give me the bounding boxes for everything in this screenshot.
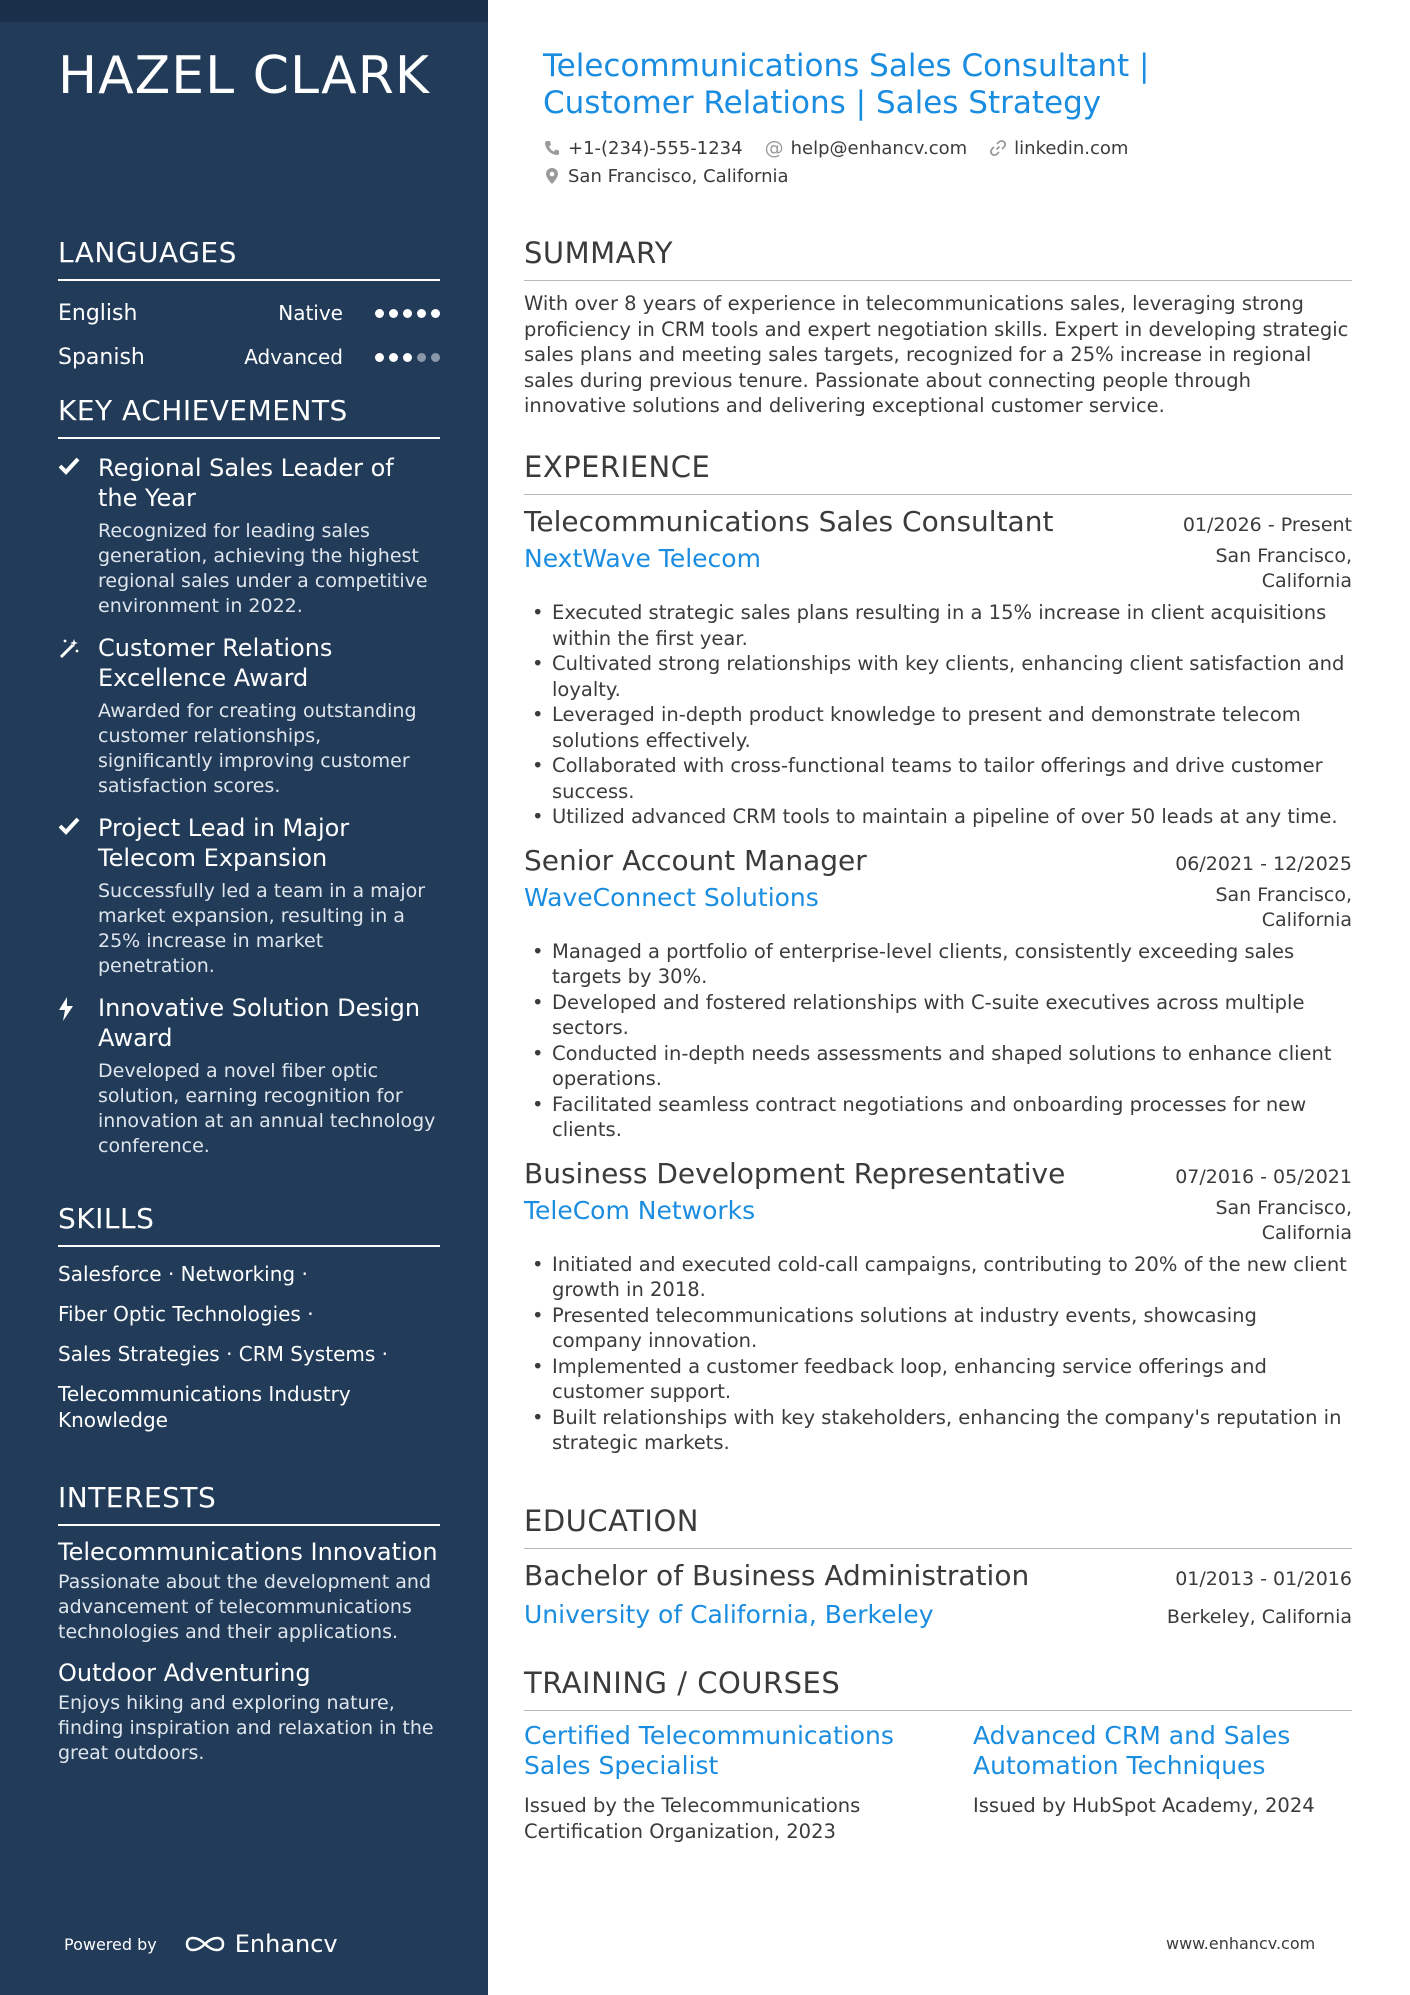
at-icon: @ <box>764 137 784 159</box>
phone-number[interactable]: +1-(234)-555-1234 <box>568 137 743 159</box>
rating-dot <box>403 309 412 318</box>
job-date: 07/2016 - 05/2021 <box>1175 1165 1352 1188</box>
job-bullet: • Utilized advanced CRM tools to maintain a pipeline of over 50 leads at any time. <box>524 804 1352 830</box>
achievement-description: Awarded for creating outstanding customer relationships, significantly improving customer satisfaction scores. <box>98 700 417 797</box>
achievement-description: Successfully led a team in a major market expansion, resulting in a 25% increase in market penetration. <box>98 880 426 977</box>
contact-email <box>765 137 968 159</box>
language-row <box>58 291 440 335</box>
languages-heading: LANGUAGES <box>58 236 440 281</box>
rating-dot <box>417 309 426 318</box>
linkedin-link[interactable]: linkedin.com <box>1014 137 1129 159</box>
education-location: Berkeley, California <box>1166 1606 1352 1628</box>
candidate-name: HAZEL CLARK <box>58 46 430 106</box>
experience-section <box>524 450 1352 1470</box>
magic-wand-icon <box>58 633 98 799</box>
location-text: San Francisco, California <box>568 165 789 187</box>
skills-line: Salesforce · Networking · <box>58 1262 308 1286</box>
lightning-bolt-icon <box>58 993 98 1159</box>
enhancv-logo-icon <box>183 1932 227 1956</box>
job-bullet: • Implemented a customer feedback loop, enhancing service offerings and customer support. <box>524 1354 1352 1405</box>
job-company: TeleCom Networks <box>524 1195 756 1225</box>
education-school: University of California, Berkeley <box>524 1600 934 1629</box>
education-date: 01/2013 - 01/2016 <box>1175 1568 1352 1590</box>
education-degree: Bachelor of Business Administration <box>524 1559 1030 1592</box>
language-name: English <box>58 300 138 326</box>
achievement-description: Recognized for leading sales generation, achieving the highest regional sales under a competitive environment in 2022. <box>98 520 428 617</box>
course-description: Issued by the Telecommunications Certification Organization, 2023 <box>524 1794 861 1843</box>
job-location: San Francisco, California <box>1215 1196 1352 1244</box>
skills-line: Fiber Optic Technologies · <box>58 1302 314 1326</box>
job-bullet: • Collaborated with cross-functional teams to tailor offerings and drive customer success. <box>524 753 1352 804</box>
job-bullet: • Leveraged in-depth product knowledge to present and demonstrate telecom solutions effectively. <box>524 702 1352 753</box>
job-date: 01/2026 - Present <box>1182 514 1352 536</box>
job-company: NextWave Telecom <box>524 544 761 573</box>
rating-dot <box>389 309 398 318</box>
job-bullets <box>524 1252 1352 1456</box>
job-title: Telecommunications Sales Consultant <box>524 505 1054 538</box>
contact-info <box>543 134 1343 190</box>
rating-dot <box>375 309 384 318</box>
job-bullet: • Executed strategic sales plans resulting in a 15% increase in client acquisitions within the first year. <box>524 600 1352 651</box>
education-heading: EDUCATION <box>524 1504 1352 1549</box>
job-bullet: • Managed a portfolio of enterprise-level clients, consistently exceeding sales targets by 30%. <box>524 939 1352 990</box>
job-entry <box>524 505 1352 830</box>
checkmark-icon <box>58 813 98 979</box>
contact-row <box>543 162 1343 190</box>
interests-heading: INTERESTS <box>58 1481 440 1526</box>
sidebar-top-bar <box>0 0 488 22</box>
job-bullet: • Facilitated seamless contract negotiations and onboarding processes for new clients. <box>524 1092 1352 1143</box>
rating-dot <box>375 353 384 362</box>
language-rating <box>375 309 440 318</box>
job-location: San Francisco, California <box>1215 883 1352 931</box>
education-section <box>524 1504 1352 1629</box>
rating-dot <box>417 353 426 362</box>
job-bullet: • Built relationships with key stakeholders, enhancing the company's reputation in strategic markets. <box>524 1405 1352 1456</box>
interest-description: Enjoys hiking and exploring nature, finding inspiration and relaxation in the great outdoors. <box>58 1692 434 1764</box>
rating-dot <box>403 353 412 362</box>
summary-text: With over 8 years of experience in telecommunications sales, leveraging strong proficiency in CRM tools and expert negotiation skills. Expert in developing strategic sales plans and meeting sales targets, recognized for a 25% increase in regional sales during previous tenure. Passionate about connecting people through innovative solutions and delivering exceptional customer service. <box>524 292 1349 417</box>
language-row <box>58 335 440 379</box>
contact-location <box>543 166 789 187</box>
achievement-item <box>58 993 440 1159</box>
experience-heading: EXPERIENCE <box>524 450 1352 495</box>
checkmark-icon <box>58 453 98 619</box>
job-entry <box>524 844 1352 1143</box>
sidebar <box>0 0 488 1995</box>
resume-headline: Telecommunications Sales Consultant | Customer Relations | Sales Strategy <box>543 48 1150 121</box>
language-name: Spanish <box>58 344 145 370</box>
job-date: 06/2021 - 12/2025 <box>1175 852 1352 875</box>
job-title: Senior Account Manager <box>524 843 867 877</box>
course-item <box>973 1721 1352 1844</box>
skills-heading: SKILLS <box>58 1202 440 1247</box>
enhancv-brand: Enhancv <box>234 1930 338 1958</box>
achievements-section <box>58 394 440 1159</box>
interests-section <box>58 1481 440 1766</box>
enhancv-logo[interactable] <box>183 1930 338 1958</box>
rating-dot <box>431 309 440 318</box>
phone-icon <box>543 139 561 157</box>
summary-heading: SUMMARY <box>524 236 1352 281</box>
achievements-heading: KEY ACHIEVEMENTS <box>58 394 440 439</box>
interest-title: Telecommunications Innovation <box>58 1538 438 1566</box>
achievement-title: Project Lead in Major Telecom Expansion <box>98 814 350 872</box>
summary-section <box>524 236 1352 419</box>
job-bullets <box>524 939 1352 1143</box>
contact-phone <box>543 138 743 159</box>
job-bullet: • Initiated and executed cold-call campaigns, contributing to 20% of the new client growth in 2018. <box>524 1252 1352 1303</box>
course-description: Issued by HubSpot Academy, 2024 <box>973 1794 1315 1817</box>
footer-url[interactable]: www.enhancv.com <box>1166 1934 1316 1953</box>
job-company: WaveConnect Solutions <box>524 882 819 912</box>
achievement-title: Innovative Solution Design Award <box>98 994 421 1052</box>
powered-by-label: Powered by <box>64 1934 157 1954</box>
course-item <box>524 1721 903 1844</box>
contact-row <box>543 134 1343 162</box>
training-heading: TRAINING / COURSES <box>524 1666 1352 1711</box>
job-bullet: • Developed and fostered relationships with C-suite executives across multiple sectors. <box>524 990 1352 1041</box>
skills-line: Telecommunications Industry Knowledge <box>58 1382 351 1432</box>
achievement-description: Developed a novel fiber optic solution, earning recognition for innovation at an annual technology conference. <box>98 1060 436 1157</box>
rating-dot <box>389 353 398 362</box>
email-address[interactable]: help@enhancv.com <box>790 137 968 159</box>
link-icon <box>989 139 1007 157</box>
achievement-item <box>58 633 440 799</box>
contact-linkedin <box>989 138 1128 159</box>
achievement-title: Customer Relations Excellence Award <box>98 634 333 692</box>
achievement-item <box>58 453 440 619</box>
course-title: Advanced CRM and Sales Automation Techniques <box>973 1721 1291 1780</box>
job-entry <box>524 1157 1352 1456</box>
job-bullet: • Cultivated strong relationships with key clients, enhancing client satisfaction and loyalty. <box>524 651 1352 702</box>
achievement-title: Regional Sales Leader of the Year <box>98 454 394 512</box>
interest-description: Passionate about the development and advancement of telecommunications technologies and their applications. <box>58 1571 432 1643</box>
achievement-item <box>58 813 440 979</box>
powered-by <box>64 1930 338 1958</box>
job-bullet: • Conducted in-depth needs assessments and shaped solutions to enhance client operations. <box>524 1041 1352 1092</box>
training-section <box>524 1666 1352 1844</box>
language-rating <box>375 353 440 362</box>
skills-line: Sales Strategies · CRM Systems · <box>58 1342 388 1366</box>
language-level: Advanced <box>244 345 343 369</box>
course-title: Certified Telecommunications Sales Specialist <box>524 1721 894 1780</box>
job-bullet: • Presented telecommunications solutions at industry events, showcasing company innovation. <box>524 1303 1352 1354</box>
skills-section <box>58 1202 440 1433</box>
location-pin-icon <box>543 167 561 185</box>
job-bullets <box>524 600 1352 830</box>
interest-title: Outdoor Adventuring <box>58 1659 311 1687</box>
job-title: Business Development Representative <box>524 1156 1066 1190</box>
rating-dot <box>431 353 440 362</box>
job-location: San Francisco, California <box>1215 545 1352 592</box>
languages-section <box>58 236 440 379</box>
language-level: Native <box>278 301 343 325</box>
